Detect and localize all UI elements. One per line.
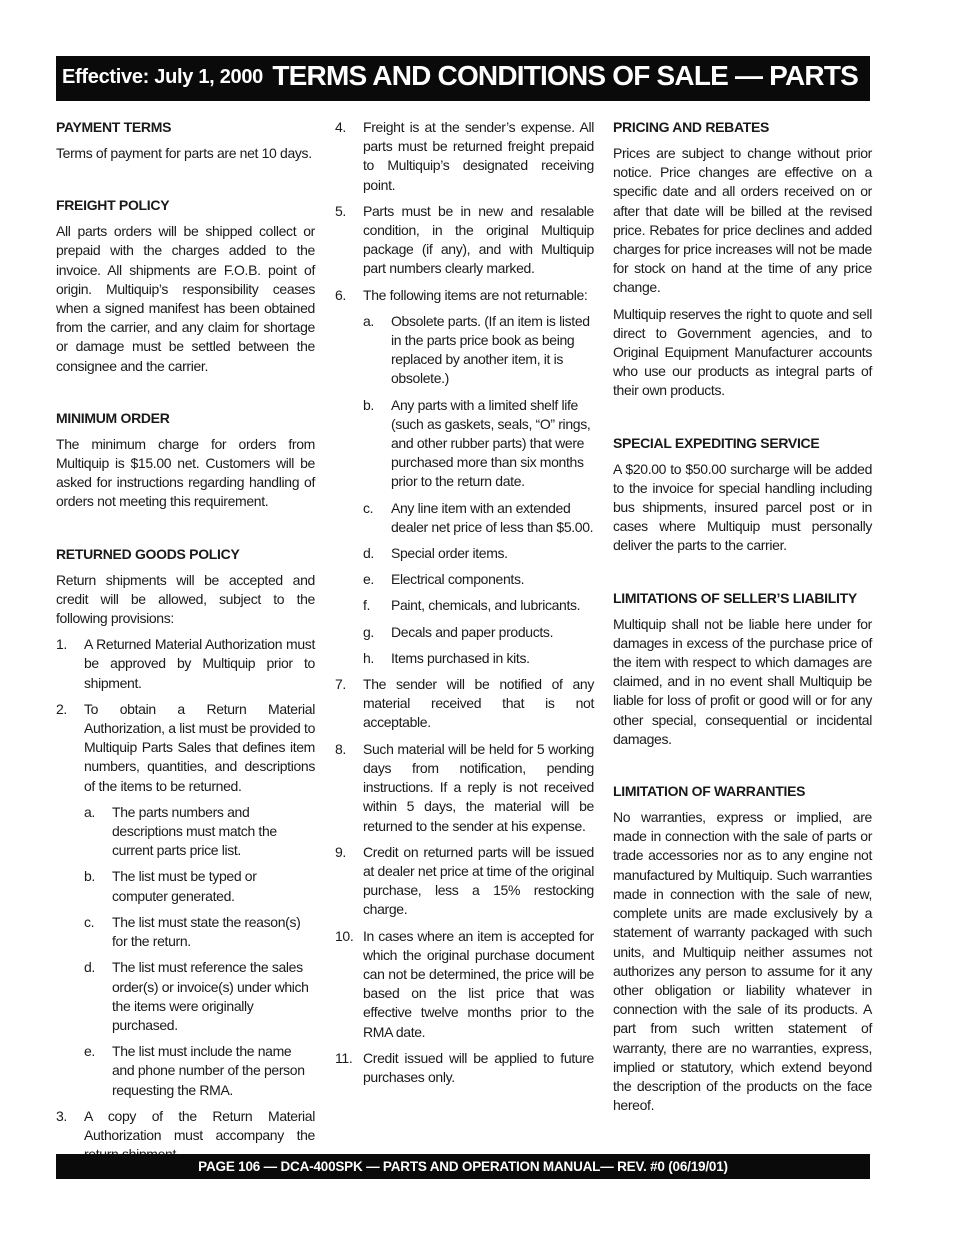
sub-letter: f. bbox=[363, 597, 371, 614]
sub-letter: e. bbox=[84, 1043, 95, 1060]
sub-text: Paint, chemicals, and lubricants. bbox=[391, 597, 581, 614]
returned-goods-heading: RETURNED GOODS POLICY bbox=[56, 545, 240, 562]
list-number: 3. bbox=[56, 1107, 67, 1124]
sub-letter: e. bbox=[363, 571, 374, 588]
sub-text: The list must reference the sales order(s) or invoice(s) under which the items were originally purchased. bbox=[112, 959, 309, 1033]
sub-text: Obsolete parts. (If an item is listed in the parts price book as being replaced by another item, it is obsolete.) bbox=[391, 312, 590, 387]
sub-list-item bbox=[363, 596, 594, 615]
minimum-order-heading: MINIMUM ORDER bbox=[56, 409, 170, 426]
list-number: 11. bbox=[335, 1049, 353, 1066]
sub-list-item bbox=[84, 958, 315, 1035]
sub-letter: c. bbox=[363, 499, 374, 516]
special-expediting-heading: SPECIAL EXPEDITING SERVICE bbox=[613, 434, 820, 451]
seller-liability-heading: LIMITATIONS OF SELLER’S LIABILITY bbox=[613, 589, 857, 606]
sub-text: The parts numbers and descriptions must match the current parts price list. bbox=[112, 803, 277, 859]
special-expediting-text: A $20.00 to $50.00 surcharge will be added to the invoice for special handling including bus shipments, insured parcel post or in cases where Multiquip must personally deliver the parts to the carrier. bbox=[613, 460, 872, 554]
payment-terms-heading: PAYMENT TERMS bbox=[56, 119, 172, 135]
sub-list-item bbox=[363, 623, 594, 642]
list-item bbox=[335, 202, 594, 279]
minimum-order-text: The minimum charge for orders from Multiquip is $15.00 net. Customers will be asked for instructions regarding handling of orders not meeting this requirement. bbox=[56, 435, 315, 510]
list-text: In cases where an item is accepted for which the original purchase document can not be determined, the price will be based on the list price that was effective twelve months prior to the RMA date. bbox=[363, 927, 594, 1040]
item6-sublist bbox=[363, 312, 594, 668]
sub-list-item bbox=[363, 499, 594, 537]
sub-letter: h. bbox=[363, 649, 374, 666]
list-item bbox=[56, 700, 315, 1100]
pricing-rebates-text-1: Prices are subject to change without prior notice. Price changes are effective on a specific date and all orders received on or after that date will be billed at the revised price. Rebates for price declines and added charges for price increases will not be made for stock on hand at the time of any price change. bbox=[613, 145, 872, 296]
list-number: 9. bbox=[335, 843, 346, 860]
sub-list-item bbox=[363, 544, 594, 563]
pricing-rebates-heading: PRICING AND REBATES bbox=[613, 119, 770, 135]
list-text: Freight is at the sender’s expense. All parts must be returned freight prepaid to Multiquip’s designated receiving point. bbox=[363, 119, 594, 193]
sub-text: The list must be typed or computer generated. bbox=[112, 868, 257, 904]
returned-goods-list-part2 bbox=[335, 118, 594, 1087]
list-item bbox=[335, 740, 594, 836]
sub-text: Decals and paper products. bbox=[391, 623, 554, 640]
list-text: Credit on returned parts will be issued at dealer net price at time of the original purchase, less a 15% restocking charge. bbox=[363, 843, 594, 918]
list-item bbox=[335, 843, 594, 920]
list-number: 6. bbox=[335, 286, 346, 303]
sub-letter: b. bbox=[363, 396, 374, 413]
sub-letter: d. bbox=[84, 959, 95, 976]
sub-text: Special order items. bbox=[391, 545, 508, 562]
sub-letter: a. bbox=[84, 803, 95, 820]
warranties-text: No warranties, express or implied, are made in connection with the sale of parts or trade accessories nor as to any engine not manufactured by Multiquip. Such warranties made in connection with the sale of new, complete units are made exclusively by a statement of warranty packaged with such units, and Multiquip neither assumes not authorizes any person to assume for it any other obligation or liability whatever in connection with the sale of its products. A part from such written statement of warranty, there are no warranties, express, implied or statutory, which extend beyond the description of the products on the face hereof. bbox=[613, 809, 872, 1114]
sub-letter: a. bbox=[363, 312, 374, 329]
list-number: 10. bbox=[335, 927, 354, 944]
seller-liability-text: Multiquip shall not be liable here under for damages in excess of the purchase price of the item with respect to which damages are claimed, and in no event shall Multiquip be liable for loss of profit or good will or for any other special, consequential or incidental damages. bbox=[613, 615, 872, 747]
list-item bbox=[335, 118, 594, 195]
sub-text: Electrical components. bbox=[391, 571, 525, 588]
footer-bar: PAGE 106 — DCA-400SPK — PARTS AND OPERATION MANUAL— REV. #0 (06/19/01) bbox=[56, 1154, 870, 1179]
list-number: 2. bbox=[56, 700, 67, 717]
list-number: 1. bbox=[56, 636, 67, 653]
sub-list-item bbox=[84, 1042, 315, 1100]
list-number: 8. bbox=[335, 740, 346, 757]
list-text: To obtain a Return Material Authorization, a list must be provided to Multiquip Parts Sales that defines item numbers, quantities, and descriptions of the items to be returned. bbox=[84, 700, 315, 794]
column-middle bbox=[335, 118, 594, 1094]
effective-date: Effective: July 1, 2000 bbox=[62, 66, 263, 88]
list-text: The sender will be notified of any material received that is not acceptable. bbox=[363, 676, 594, 731]
page-title: TERMS AND CONDITIONS OF SALE — PARTS bbox=[272, 60, 858, 91]
sub-list-item bbox=[84, 913, 315, 951]
column-right bbox=[613, 118, 872, 1122]
list-number: 7. bbox=[335, 676, 346, 693]
list-item bbox=[335, 927, 594, 1042]
list-text: Credit issued will be applied to future purchases only. bbox=[363, 1049, 594, 1085]
sub-list-item bbox=[84, 867, 315, 905]
list-item bbox=[335, 286, 594, 668]
item2-sublist bbox=[84, 803, 315, 1100]
list-item bbox=[335, 1049, 594, 1087]
sub-text: The list must include the name and phone number of the person requesting the RMA. bbox=[112, 1043, 305, 1098]
list-text: Parts must be in new and resalable condition, in the original Multiquip package (if any), and with Multiquip part numbers clearly marked. bbox=[363, 202, 594, 277]
warranties-heading: LIMITATION OF WARRANTIES bbox=[613, 783, 806, 800]
list-text: The following items are not returnable: bbox=[363, 286, 588, 303]
list-number: 4. bbox=[335, 119, 346, 135]
sub-list-item bbox=[363, 396, 594, 492]
sub-text: Any line item with an extended dealer net price of less than $5.00. bbox=[391, 499, 594, 535]
payment-terms-text: Terms of payment for parts are net 10 days. bbox=[56, 145, 312, 161]
sub-list-item bbox=[363, 649, 594, 668]
list-item bbox=[335, 675, 594, 733]
list-text: A Returned Material Authorization must be approved by Multiquip prior to shipment. bbox=[84, 636, 315, 691]
header-bar bbox=[56, 56, 870, 101]
sub-letter: c. bbox=[84, 913, 95, 930]
sub-letter: b. bbox=[84, 868, 95, 885]
sub-list-item bbox=[84, 803, 315, 861]
returned-goods-list-part1 bbox=[56, 635, 315, 1164]
column-left bbox=[56, 118, 315, 1171]
list-number: 5. bbox=[335, 202, 346, 219]
sub-letter: g. bbox=[363, 623, 374, 640]
sub-list-item bbox=[363, 312, 594, 389]
sub-text: The list must state the reason(s) for the return. bbox=[112, 913, 301, 950]
pricing-rebates-text-2: Multiquip reserves the right to quote and sell direct to Government agencies, and to Original Equipment Manufacturer accounts who use our products as integral parts of their own products. bbox=[613, 305, 872, 399]
list-item bbox=[56, 635, 315, 693]
sub-letter: d. bbox=[363, 545, 374, 562]
freight-policy-heading: FREIGHT POLICY bbox=[56, 197, 170, 214]
sub-text: Any parts with a limited shelf life (such as gaskets, seals, “O” rings, and other rubber parts) that were purchased more than six months prior to the return date. bbox=[391, 396, 591, 490]
sub-list-item bbox=[363, 570, 594, 589]
sub-text: Items purchased in kits. bbox=[391, 649, 530, 666]
returned-goods-intro: Return shipments will be accepted and credit will be allowed, subject to the following provisions: bbox=[56, 571, 315, 627]
list-text: Such material will be held for 5 working days from notification, pending instructions. If a reply is not received within 5 days, the material will be returned to the sender at his expense. bbox=[363, 740, 594, 834]
list-text: A copy of the Return Material Authorization must accompany the bbox=[84, 1107, 315, 1143]
freight-policy-text: All parts orders will be shipped collect or prepaid with the charges added to the invoice. All shipments are F.O.B. point of origin. Multiquip’s responsibility ceases when a signed manifest has been obtained from the carrier, and any claim for shortage or damage must be settled between the consignee and the carrier. bbox=[56, 223, 315, 374]
